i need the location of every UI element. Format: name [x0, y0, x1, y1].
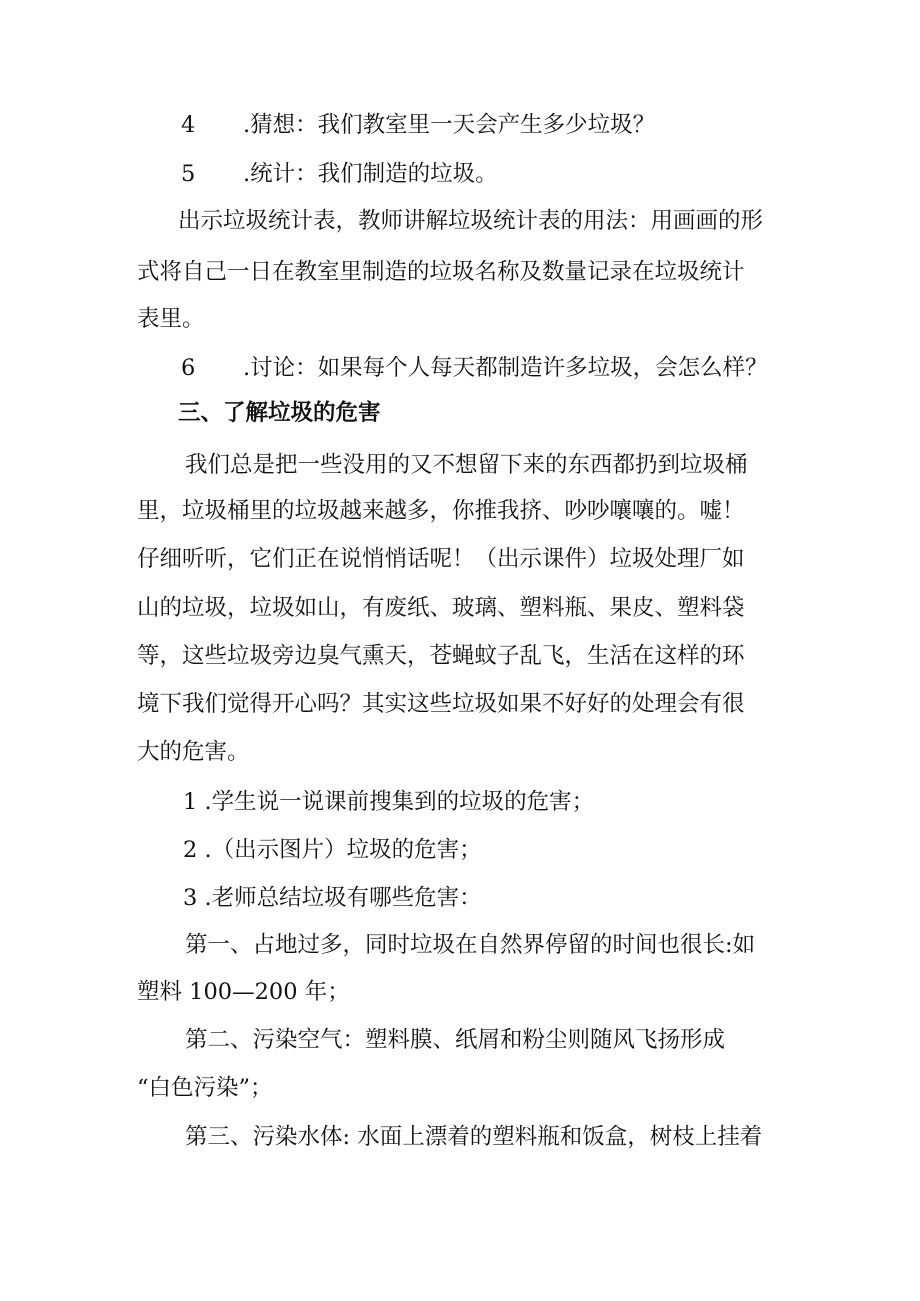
stats-paragraph-line-2: 式将自己一日在教室里制造的垃圾名称及数量记录在垃圾统计	[137, 259, 745, 285]
intro-paragraph-line-2: 里，垃圾桶里的垃圾越来越多，你推我挤、吵吵嚷嚷的。嘘！	[137, 498, 745, 524]
sub-item-3: 3 .老师总结垃圾有哪些危害：	[183, 885, 482, 911]
harm-3-line-1: 第三、污染水体: 水面上漂着的塑料瓶和饭盒，树枝上挂着	[185, 1124, 763, 1150]
item-6-number: 6	[181, 355, 196, 381]
intro-paragraph-line-7: 大的危害。	[137, 739, 250, 765]
item-5-number: 5	[181, 161, 196, 187]
sub-item-2: 2 .（出示图片）垃圾的危害；	[183, 837, 482, 863]
stats-paragraph-line-1: 出示垃圾统计表，教师讲解垃圾统计表的用法：用画画的形	[178, 208, 764, 234]
harm-2-line-1: 第二、污染空气：塑料膜、纸屑和粉尘则随风飞扬形成	[185, 1027, 726, 1053]
item-4-number: 4	[181, 112, 196, 138]
intro-paragraph-line-3: 仔细听听，它们正在说悄悄话呢！（出示课件）垃圾处理厂如	[137, 546, 745, 572]
item-4-text: .猜想：我们教室里一天会产生多少垃圾？	[243, 112, 656, 138]
intro-paragraph-line-6: 境下我们觉得开心吗？其实这些垃圾如果不好好的处理会有很	[137, 691, 745, 717]
sub-item-1: 1 .学生说一说课前搜集到的垃圾的危害；	[183, 789, 595, 815]
harm-1-line-2: 塑料 100—200 年；	[137, 979, 350, 1005]
intro-paragraph-line-5: 等，这些垃圾旁边臭气熏天，苍蝇蚊子乱飞，生活在这样的环	[137, 643, 745, 669]
harm-1-line-1: 第一、占地过多，同时垃圾在自然界停留的时间也很长:如	[185, 932, 756, 958]
section-3-heading: 三、了解垃圾的危害	[178, 400, 381, 426]
intro-paragraph-line-4: 山的垃圾，垃圾如山，有废纸、玻璃、塑料瓶、果皮、塑料袋	[137, 595, 745, 621]
harm-2-line-2: “白色污染”；	[137, 1075, 273, 1101]
item-6-text: .讨论：如果每个人每天都制造许多垃圾，会怎么样？	[243, 355, 768, 381]
item-5-text: .统计：我们制造的垃圾。	[243, 161, 498, 187]
stats-paragraph-line-3: 表里。	[137, 306, 205, 332]
intro-paragraph-line-1: 我们总是把一些没用的又不想留下来的东西都扔到垃圾桶	[185, 452, 748, 478]
